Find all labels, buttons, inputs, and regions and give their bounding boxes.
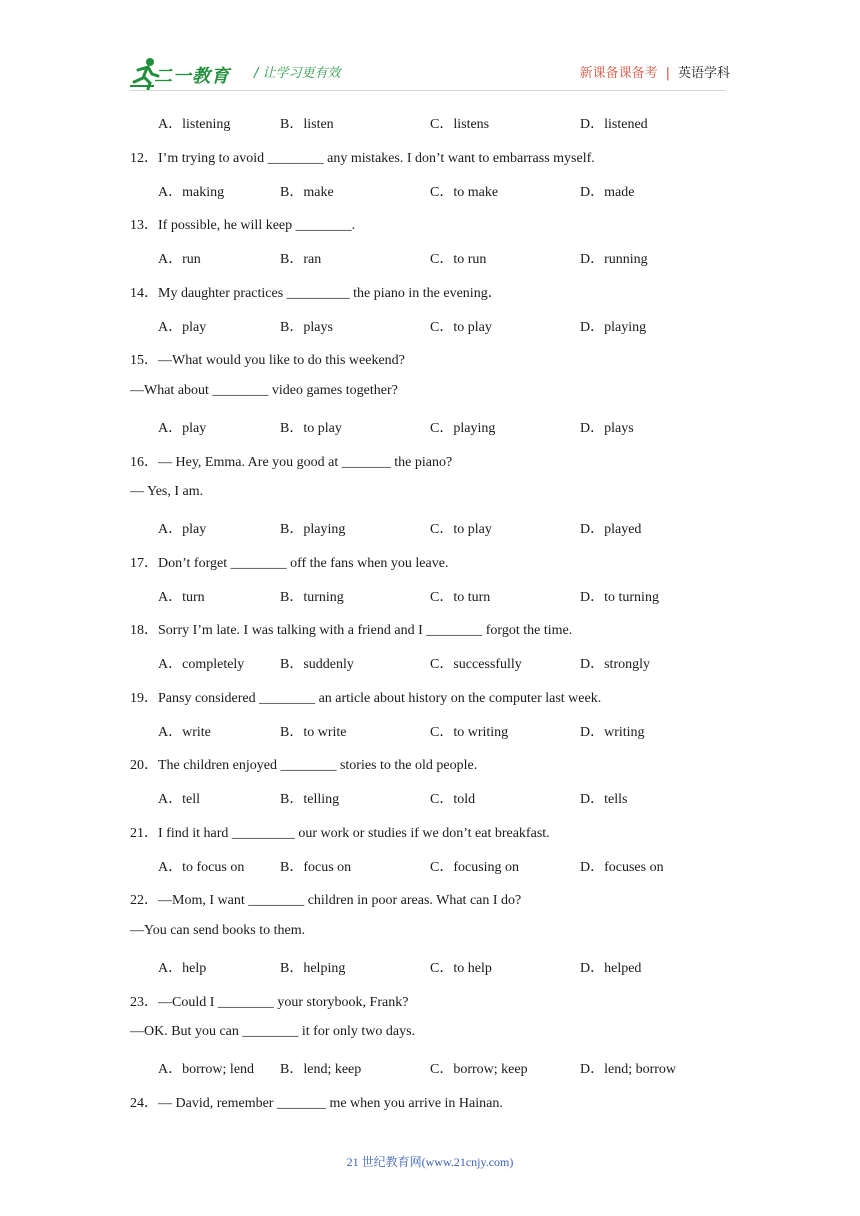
option-a: A．write xyxy=(158,725,211,740)
answer-options xyxy=(158,653,758,673)
slogan: / 让学习更有效 xyxy=(254,66,341,81)
option-c: C．told xyxy=(430,792,476,807)
option-d: D．writing xyxy=(580,725,645,740)
question-text: 19．Pansy considered ________ an article about history on the computer last week. xyxy=(130,691,602,706)
answer-options xyxy=(158,316,758,336)
option-c: C．listens xyxy=(430,117,490,132)
question-text: 12．I’m trying to avoid ________ any mistakes. I don’t want to embarrass myself. xyxy=(130,151,595,166)
option-c: C．to turn xyxy=(430,590,491,605)
header-right xyxy=(580,62,730,81)
question-text: 22．—Mom, I want ________ children in poor areas. What can I do? xyxy=(130,893,522,908)
question-text: 20．The children enjoyed ________ stories to the old people. xyxy=(130,758,478,773)
option-d: D．focuses on xyxy=(580,860,664,875)
option-a: A．help xyxy=(158,961,207,976)
option-a: A．to focus on xyxy=(158,860,245,875)
question-text: — Yes, I am. xyxy=(130,484,204,499)
question-text: 17．Don’t forget ________ off the fans when you leave. xyxy=(130,556,449,571)
option-a: A．play xyxy=(158,320,207,335)
option-b: B．telling xyxy=(280,792,340,807)
option-d: D．tells xyxy=(580,792,628,807)
question-text: 16．— Hey, Emma. Are you good at _______ the piano? xyxy=(130,455,453,470)
question-text: 15．—What would you like to do this weekend? xyxy=(130,353,405,368)
option-b: B．listen xyxy=(280,117,334,132)
answer-options xyxy=(158,721,758,741)
answer-options xyxy=(158,1058,758,1078)
course-label: 新课备课备考 xyxy=(579,66,658,81)
question-text: —OK. But you can ________ it for only two days. xyxy=(130,1024,416,1039)
option-d: D．helped xyxy=(580,961,642,976)
header-separator: | xyxy=(665,66,670,81)
option-d: D．plays xyxy=(580,421,634,436)
question-text: 23．—Could I ________ your storybook, Frank? xyxy=(130,995,409,1010)
question-text: 21．I find it hard _________ our work or studies if we don’t eat breakfast. xyxy=(130,826,550,841)
option-a: A．completely xyxy=(158,657,245,672)
option-a: A．tell xyxy=(158,792,200,807)
answer-options xyxy=(158,518,758,538)
logo-text: 二一教育 xyxy=(154,66,230,87)
option-c: C．successfully xyxy=(430,657,522,672)
option-c: C．to play xyxy=(430,320,492,335)
option-d: D．to turning xyxy=(580,590,659,605)
answer-options xyxy=(158,181,758,201)
option-c: C．to run xyxy=(430,252,487,267)
option-a: A．play xyxy=(158,522,207,537)
option-b: B．playing xyxy=(280,522,346,537)
option-a: A．play xyxy=(158,421,207,436)
option-c: C．to help xyxy=(430,961,492,976)
option-c: C．to play xyxy=(430,522,492,537)
answer-options xyxy=(158,417,758,437)
option-a: A．making xyxy=(158,185,225,200)
option-d: D．listened xyxy=(580,117,648,132)
option-b: B．ran xyxy=(280,252,322,267)
option-c: C．focusing on xyxy=(430,860,520,875)
option-b: B．make xyxy=(280,185,334,200)
option-b: B．lend; keep xyxy=(280,1062,362,1077)
answer-options xyxy=(158,788,758,808)
option-c: C．to make xyxy=(430,185,499,200)
answer-options xyxy=(158,856,758,876)
option-b: B．to play xyxy=(280,421,342,436)
answer-options xyxy=(158,113,758,133)
option-b: B．suddenly xyxy=(280,657,354,672)
option-a: A．turn xyxy=(158,590,205,605)
answer-options xyxy=(158,957,758,977)
question-text: 18．Sorry I’m late. I was talking with a friend and I ________ forgot the time. xyxy=(130,623,573,638)
question-text: 24．— David, remember _______ me when you arrive in Hainan. xyxy=(130,1096,503,1111)
option-b: B．focus on xyxy=(280,860,352,875)
option-d: D．lend; borrow xyxy=(580,1062,677,1077)
option-c: C．borrow; keep xyxy=(430,1062,528,1077)
question-text: —What about ________ video games together? xyxy=(130,383,398,398)
question-text: 13．If possible, he will keep ________. xyxy=(130,218,356,233)
option-a: A．borrow; lend xyxy=(158,1062,255,1077)
option-a: A．listening xyxy=(158,117,231,132)
option-b: B．to write xyxy=(280,725,347,740)
option-d: D．played xyxy=(580,522,642,537)
logo xyxy=(130,56,240,90)
option-d: D．playing xyxy=(580,320,647,335)
option-b: B．helping xyxy=(280,961,346,976)
option-b: B．turning xyxy=(280,590,344,605)
subject-label: 英语学科 xyxy=(677,66,730,81)
option-d: D．running xyxy=(580,252,648,267)
answer-options xyxy=(158,248,758,268)
question-text: —You can send books to them. xyxy=(130,923,306,938)
answer-options xyxy=(158,586,758,606)
page-header xyxy=(130,52,730,92)
option-b: B．plays xyxy=(280,320,333,335)
question-text: 14．My daughter practices _________ the piano in the evening． xyxy=(130,286,502,301)
option-c: C．playing xyxy=(430,421,496,436)
header-divider xyxy=(130,90,725,91)
option-c: C．to writing xyxy=(430,725,509,740)
option-d: D．made xyxy=(580,185,635,200)
footer: 21 世纪教育网(www.21cnjy.com) xyxy=(346,1155,514,1169)
option-a: A．run xyxy=(158,252,201,267)
option-d: D．strongly xyxy=(580,657,650,672)
